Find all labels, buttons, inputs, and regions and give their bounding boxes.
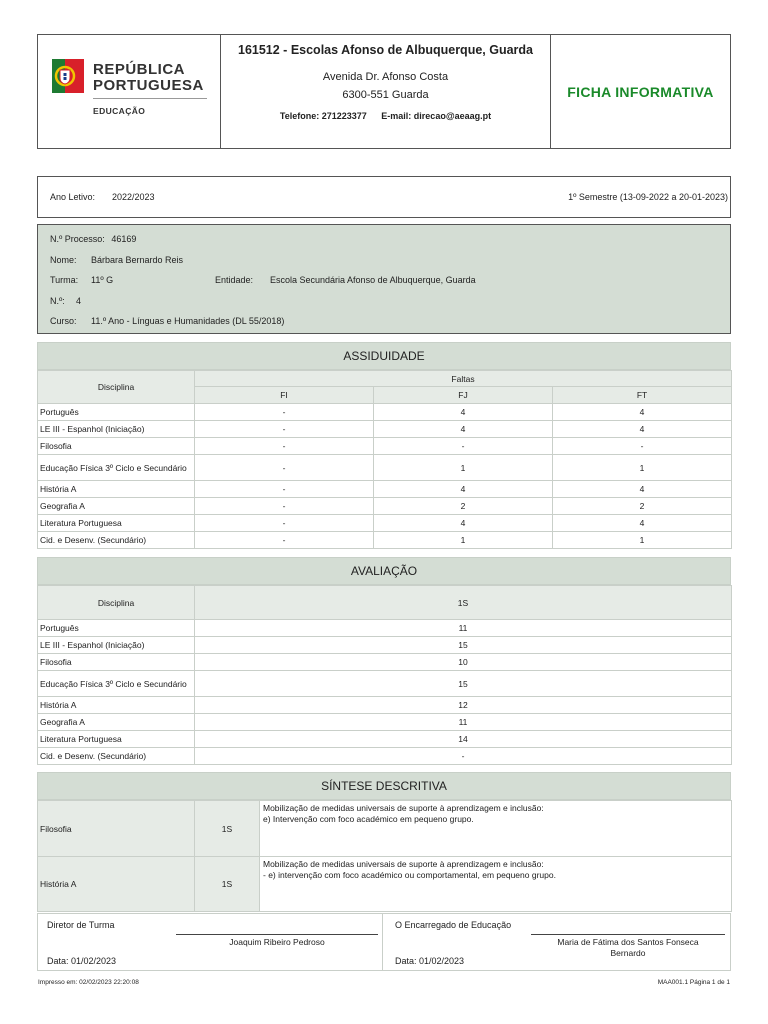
ft-cell: 4 — [553, 515, 732, 532]
subject-cell: História A — [38, 481, 195, 498]
director-signature-line — [176, 934, 378, 935]
table-row — [38, 697, 732, 714]
subject-cell: Português — [38, 404, 195, 421]
subject-cell: Filosofia — [38, 654, 195, 671]
avaliacao-title: AVALIAÇÃO — [37, 557, 731, 585]
fi-cell: - — [195, 481, 374, 498]
school-year-box — [37, 176, 731, 218]
subject-cell: Filosofia — [38, 801, 195, 857]
table-row — [38, 714, 732, 731]
logo-text-republica: REPÚBLICA — [93, 61, 186, 78]
ft-cell: 2 — [553, 498, 732, 515]
table-row — [38, 421, 732, 438]
description-cell — [260, 801, 732, 857]
grade-cell: 11 — [195, 620, 732, 637]
guardian-date: Data: 01/02/2023 — [395, 956, 465, 966]
fi-cell: - — [195, 421, 374, 438]
curso-value: 11.º Ano - Línguas e Humanidades (DL 55/2018) — [91, 316, 285, 326]
col-ft: FT — [553, 387, 732, 404]
processo-label: N.º Processo: — [50, 234, 105, 244]
table-row — [38, 731, 732, 748]
period-cell: 1S — [195, 857, 260, 912]
ft-cell: 4 — [553, 404, 732, 421]
subject-cell: Literatura Portuguesa — [38, 731, 195, 748]
semester-period: 1º Semestre (13-09-2022 a 20-01-2023) — [568, 192, 728, 202]
fj-cell: 2 — [374, 498, 553, 515]
table-row — [38, 498, 732, 515]
table-row — [38, 455, 732, 481]
subject-cell: Português — [38, 620, 195, 637]
subject-cell: LE III - Espanhol (Iniciação) — [38, 637, 195, 654]
ft-cell: 4 — [553, 481, 732, 498]
table-row — [38, 857, 732, 912]
school-address-postal: 6300-551 Guarda — [342, 89, 429, 101]
table-row — [38, 654, 732, 671]
fj-cell: 4 — [374, 515, 553, 532]
school-year-label: Ano Letivo: — [50, 192, 96, 202]
numero-value: 4 — [76, 296, 82, 306]
portugal-emblem-icon — [52, 59, 84, 93]
description-line: - e) intervenção com foco académico ou comportamental, em pequeno grupo. — [263, 870, 556, 880]
guardian-name-line1: Maria de Fátima dos Santos Fonseca — [557, 937, 699, 947]
subject-cell: Geografia A — [38, 714, 195, 731]
fj-cell: 1 — [374, 455, 553, 481]
logo-divider — [93, 98, 207, 99]
table-row — [38, 481, 732, 498]
description-line: Mobilização de medidas universais de suporte à aprendizagem e inclusão: — [263, 859, 544, 869]
doc-title-cell — [551, 35, 730, 148]
entidade-value: Escola Secundária Afonso de Albuquerque, Guarda — [270, 275, 476, 285]
grade-cell: 15 — [195, 637, 732, 654]
assiduidade-title: ASSIDUIDADE — [37, 342, 731, 370]
entidade-label: Entidade: — [215, 275, 254, 285]
description-line: e) Intervenção com foco académico em pequeno grupo. — [263, 814, 474, 824]
ft-cell: - — [553, 438, 732, 455]
col-1s: 1S — [195, 586, 732, 620]
school-year-value: 2022/2023 — [112, 192, 155, 202]
table-row — [38, 748, 732, 765]
fi-cell: - — [195, 404, 374, 421]
period-cell: 1S — [195, 801, 260, 857]
director-date: Data: 01/02/2023 — [47, 956, 117, 966]
school-name: 161512 - Escolas Afonso de Albuquerque, Guarda — [238, 43, 533, 57]
subject-cell: História A — [38, 697, 195, 714]
grade-cell: 14 — [195, 731, 732, 748]
turma-label: Turma: — [50, 275, 79, 285]
table-row — [38, 532, 732, 549]
subject-cell: LE III - Espanhol (Iniciação) — [38, 421, 195, 438]
sintese-table — [37, 800, 732, 912]
subject-cell: Cid. e Desenv. (Secundário) — [38, 532, 195, 549]
subject-cell: Cid. e Desenv. (Secundário) — [38, 748, 195, 765]
subject-cell: Literatura Portuguesa — [38, 515, 195, 532]
curso-label: Curso: — [50, 316, 77, 326]
school-info — [221, 35, 551, 148]
school-contact — [221, 111, 550, 121]
fj-cell: 1 — [374, 532, 553, 549]
fj-cell: 4 — [374, 481, 553, 498]
table-row — [38, 671, 732, 697]
printed-timestamp: Impresso em: 02/02/2023 22:20:08 — [38, 979, 139, 986]
table-row — [38, 438, 732, 455]
table-row — [38, 515, 732, 532]
signature-area — [37, 913, 731, 971]
subject-cell: Geografia A — [38, 498, 195, 515]
table-row — [38, 620, 732, 637]
page-number: MAA001.1 Página 1 de 1 — [657, 979, 730, 986]
subject-cell: Filosofia — [38, 438, 195, 455]
logo-text-educacao: EDUCAÇÃO — [93, 106, 146, 116]
fi-cell: - — [195, 455, 374, 481]
description-line: Mobilização de medidas universais de suporte à aprendizagem e inclusão: — [263, 803, 544, 813]
col-disciplina: Disciplina — [38, 586, 195, 620]
fj-cell: 4 — [374, 421, 553, 438]
school-phone: Telefone: 271223377 — [279, 111, 367, 121]
sintese-title: SÍNTESE DESCRITIVA — [37, 772, 731, 800]
assiduidade-table — [37, 370, 732, 549]
col-disciplina: Disciplina — [38, 371, 195, 404]
subject-cell: Educação Física 3º Ciclo e Secundário — [38, 455, 195, 481]
fj-cell: - — [374, 438, 553, 455]
director-label: Diretor de Turma — [47, 920, 115, 930]
processo-value: 46169 — [111, 234, 137, 244]
grade-cell: 12 — [195, 697, 732, 714]
col-faltas: Faltas — [195, 371, 732, 387]
student-processo-row — [50, 234, 136, 244]
subject-cell: História A — [38, 857, 195, 912]
fi-cell: - — [195, 515, 374, 532]
logo-text-portuguesa: PORTUGUESA — [93, 77, 204, 94]
grade-cell: 10 — [195, 654, 732, 671]
table-row — [38, 404, 732, 421]
ft-cell: 1 — [553, 455, 732, 481]
table-row — [38, 801, 732, 857]
student-name-label: Nome: — [50, 255, 77, 265]
avaliacao-table — [37, 585, 732, 765]
fj-cell: 4 — [374, 404, 553, 421]
grade-cell: 15 — [195, 671, 732, 697]
description-cell — [260, 857, 732, 912]
grade-cell: 11 — [195, 714, 732, 731]
col-fj: FJ — [374, 387, 553, 404]
col-fi: FI — [195, 387, 374, 404]
grade-cell: - — [195, 748, 732, 765]
subject-cell: Educação Física 3º Ciclo e Secundário — [38, 671, 195, 697]
ft-cell: 4 — [553, 421, 732, 438]
document-header — [37, 34, 731, 149]
guardian-name — [531, 937, 725, 959]
doc-title: FICHA INFORMATIVA — [567, 83, 714, 100]
fi-cell: - — [195, 532, 374, 549]
guardian-label: O Encarregado de Educação — [395, 920, 512, 930]
school-address-street: Avenida Dr. Afonso Costa — [322, 71, 449, 83]
guardian-signature-line — [531, 934, 725, 935]
guardian-name-line2: Bernardo — [610, 948, 646, 958]
fi-cell: - — [195, 498, 374, 515]
signature-director — [38, 914, 383, 970]
director-name: Joaquim Ribeiro Pedroso — [229, 937, 325, 947]
ft-cell: 1 — [553, 532, 732, 549]
school-email: E-mail: direcao@aeaag.pt — [381, 111, 492, 121]
fi-cell: - — [195, 438, 374, 455]
student-name: Bárbara Bernardo Reis — [91, 255, 184, 265]
signature-guardian — [383, 914, 730, 970]
logo-block — [38, 35, 221, 148]
turma-value: 11º G — [91, 275, 114, 285]
student-info-box — [37, 224, 731, 334]
table-row — [38, 637, 732, 654]
numero-label: N.º: — [50, 296, 65, 306]
